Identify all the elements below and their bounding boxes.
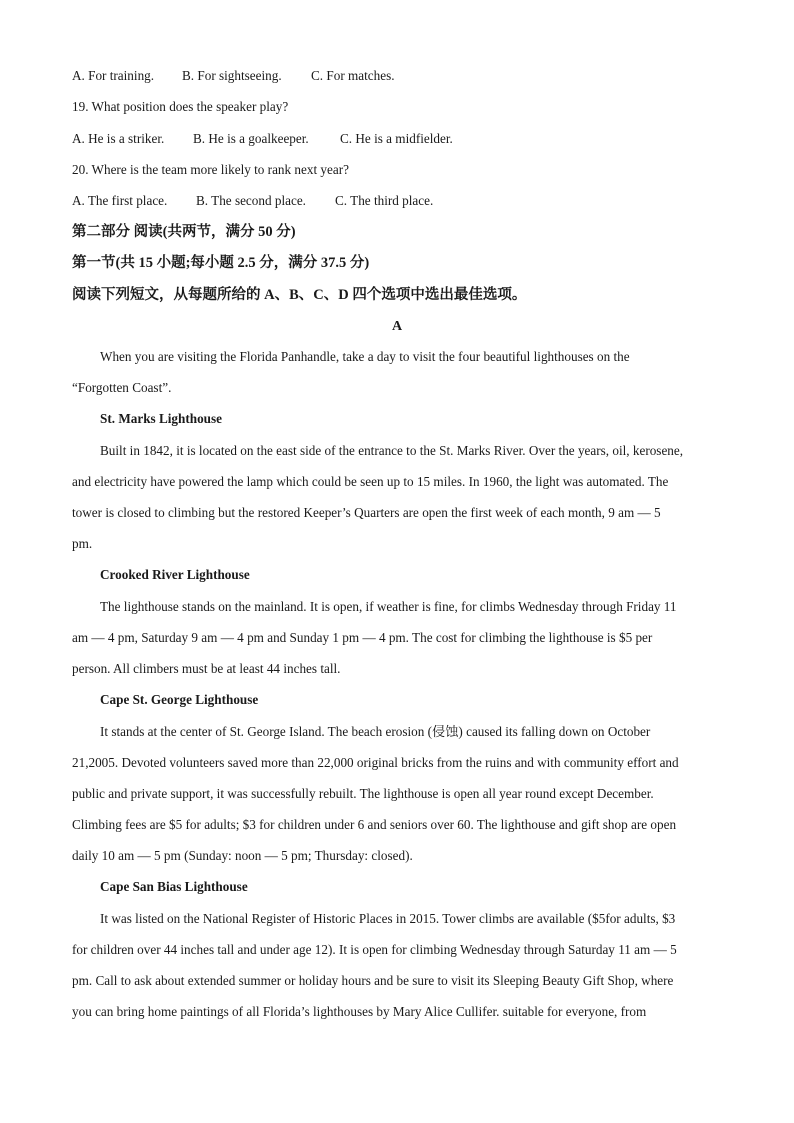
option-c: C. He is a midfielder. [340,131,453,146]
passage-intro-line: When you are visiting the Florida Panhandle, take a day to visit the four beautiful lighthouses on the [100,349,630,364]
paragraph-line: Built in 1842, it is located on the east side of the entrance to the St. Marks River. Over the years, oil, kerosene, [100,443,684,458]
passage-label: A [391,319,403,334]
section-part2-heading: 第二部分 阅读(共两节，满分 50 分) [72,224,296,240]
question-20: 20. Where is the team more likely to rank next year? [72,162,349,177]
paragraph-line: pm. [72,536,93,551]
option-a: A. He is a striker. [72,131,165,146]
paragraph-line: and electricity have powered the lamp which could be seen up to 15 miles. In 1960, the light was automated. The [72,474,669,489]
option-a: A. The first place. [72,193,168,208]
paragraph-line: person. All climbers must be at least 44 inches tall. [72,661,341,676]
option-c: C. The third place. [335,193,434,208]
paragraph-line: for children over 44 inches tall and under age 12). It is open for climbing Wednesday through Saturday 11 am — 5 [72,942,677,957]
question-18-options [72,68,395,84]
paragraph-line: 21,2005. Devoted volunteers saved more than 22,000 original bricks from the ruins and with community effort and [72,755,679,770]
document-page [72,0,722,1123]
lighthouse-heading: Cape St. George Lighthouse [100,692,259,707]
paragraph-line: The lighthouse stands on the mainland. It is open, if weather is fine, for climbs Wednesday through Friday 11 [100,599,677,614]
paragraph-line: public and private support, it was successfully rebuilt. The lighthouse is open all year round except December. [72,786,654,801]
option-c: C. For matches. [311,68,395,83]
paragraph-line: am — 4 pm, Saturday 9 am — 4 pm and Sunday 1 pm — 4 pm. The cost for climbing the lighthouse is $5 per [72,630,653,645]
paragraph-line: daily 10 am — 5 pm (Sunday: noon — 5 pm; Thursday: closed). [72,848,413,863]
lighthouse-heading: Cape San Bias Lighthouse [100,879,248,894]
paragraph-line: It was listed on the National Register of Historic Places in 2015. Tower climbs are available ($5for adults, $3 [100,911,676,926]
lighthouse-heading: Crooked River Lighthouse [100,567,250,582]
option-b: B. He is a goalkeeper. [193,131,309,146]
paragraph-line: It stands at the center of St. George Island. The beach erosion (侵蚀) caused its falling down on October [100,724,651,739]
option-a: A. For training. [72,68,155,83]
section-instruction: 阅读下列短文，从每题所给的 A、B、C、D 四个选项中选出最佳选项。 [72,287,527,303]
question-20-options [72,193,433,209]
lighthouse-heading: St. Marks Lighthouse [100,411,223,426]
section-sub1-heading: 第一节(共 15 小题;每小题 2.5 分，满分 37.5 分) [72,255,370,271]
question-19: 19. What position does the speaker play? [72,99,289,114]
passage-intro-line: “Forgotten Coast”. [72,380,172,395]
question-19-options [72,131,453,147]
paragraph-line: Climbing fees are $5 for adults; $3 for children under 6 and seniors over 60. The lighthouse and gift shop are open [72,817,677,832]
paragraph-line: tower is closed to climbing but the restored Keeper’s Quarters are open the first week of each month, 9 am — 5 [72,505,661,520]
paragraph-line: you can bring home paintings of all Florida’s lighthouses by Mary Alice Cullifer. suitable for everyone, from [72,1004,647,1019]
option-b: B. The second place. [196,193,306,208]
option-b: B. For sightseeing. [182,68,282,83]
paragraph-line: pm. Call to ask about extended summer or holiday hours and be sure to visit its Sleeping Beauty Gift Shop, where [72,973,674,988]
